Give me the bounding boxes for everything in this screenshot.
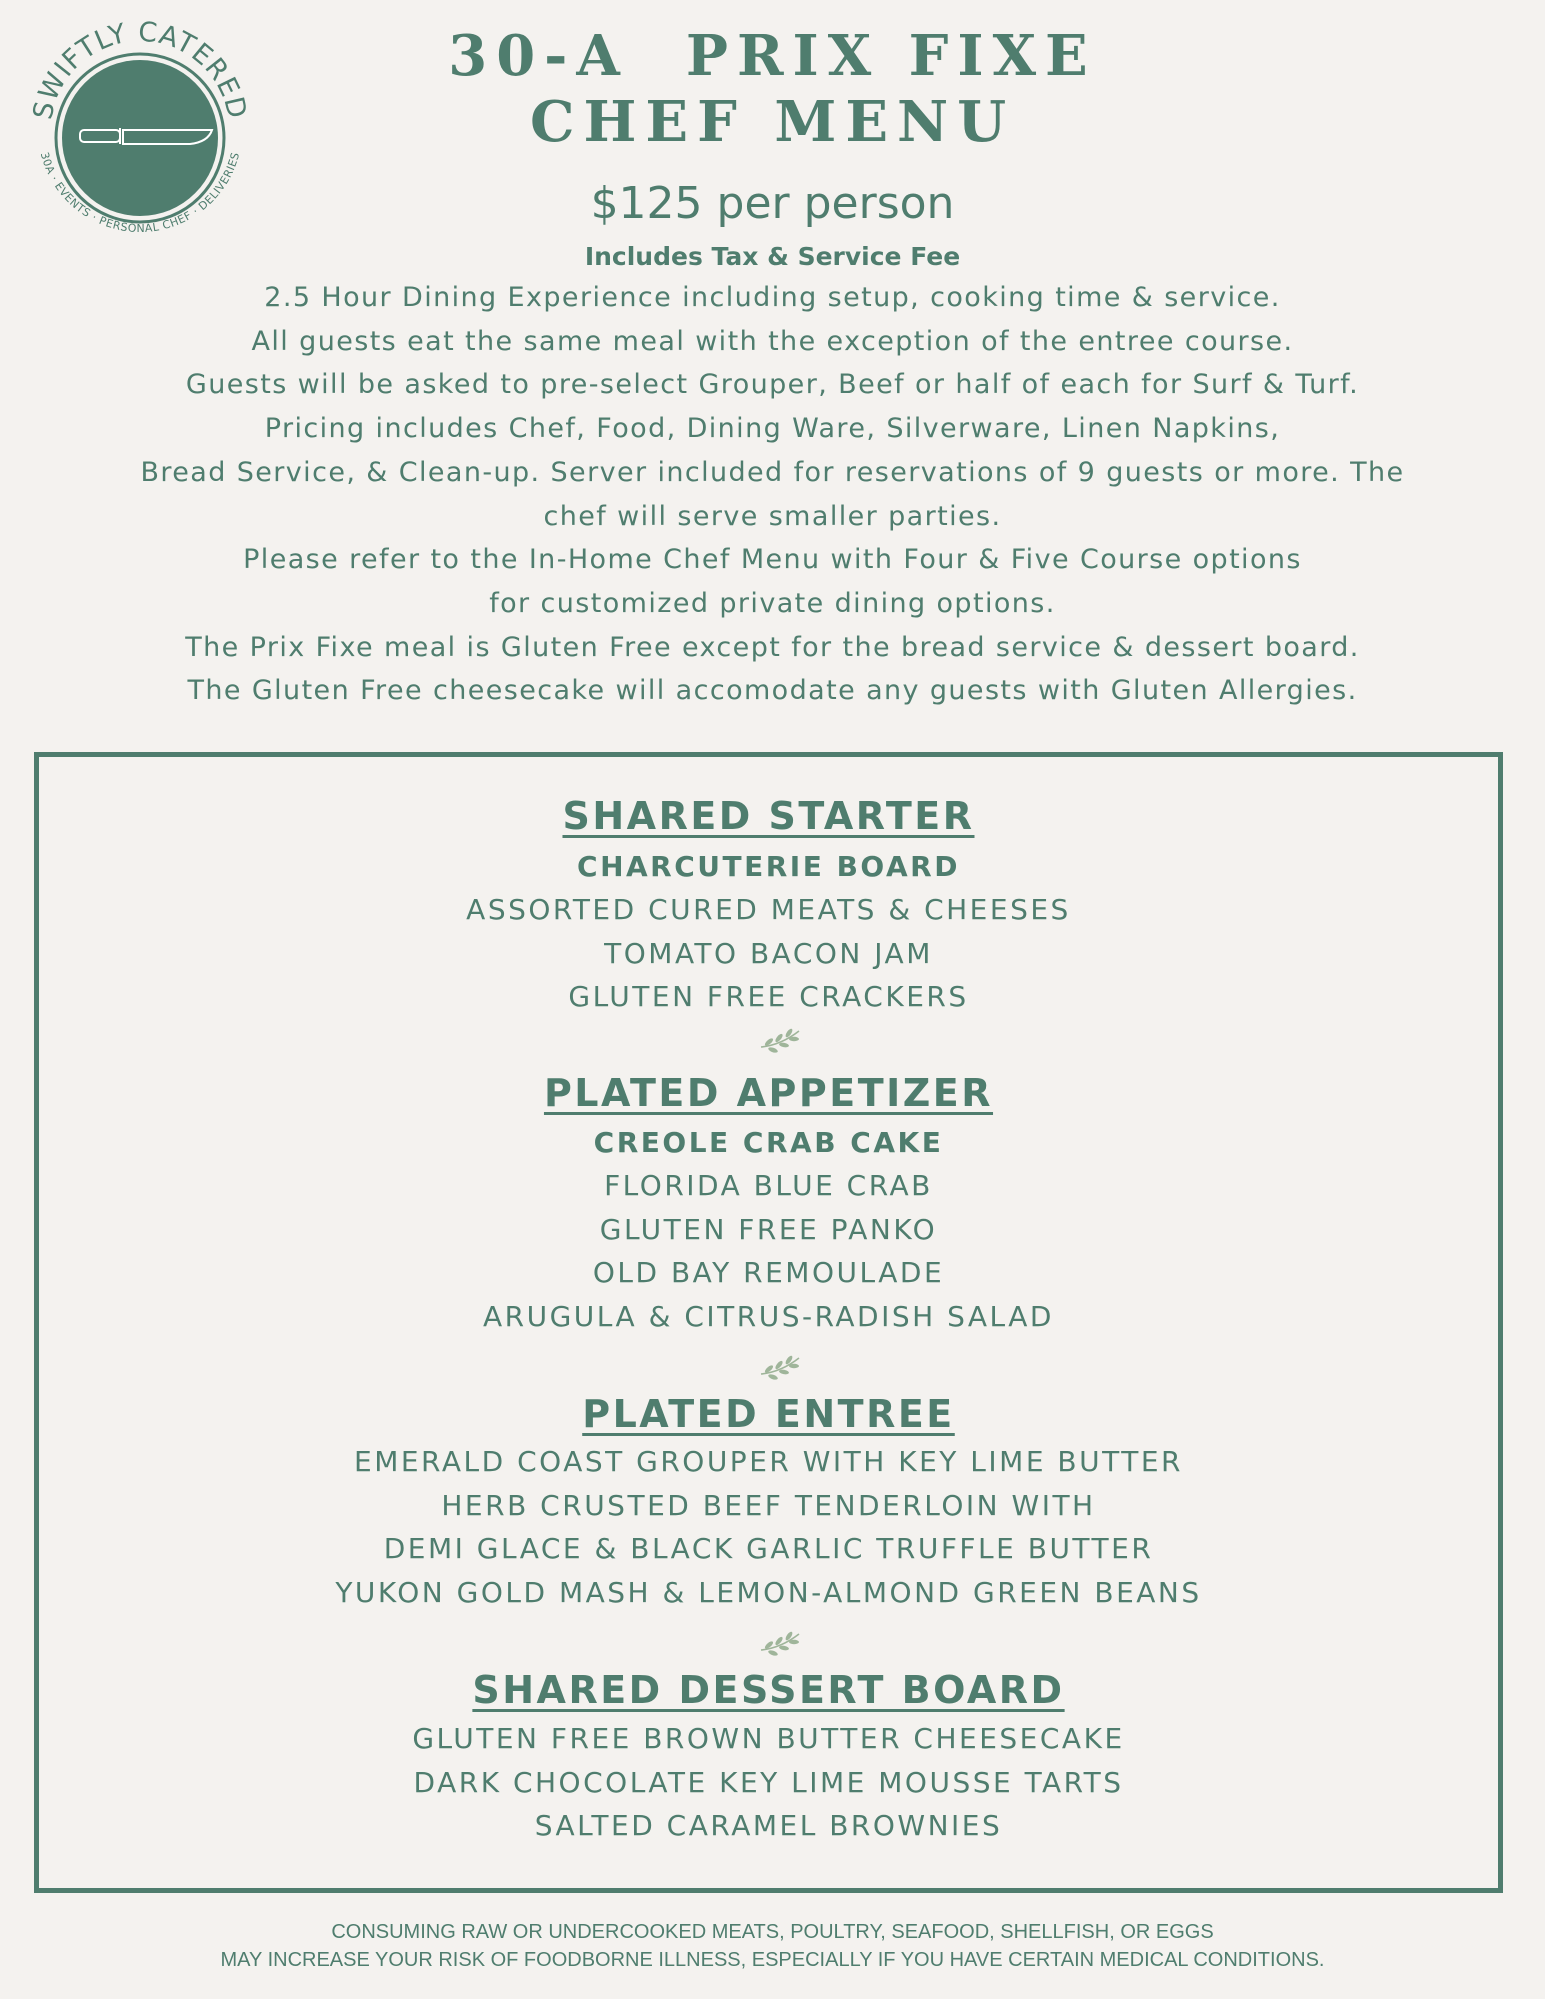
charcuterie-board-dish: CHARCUTERIE BOARD bbox=[577, 850, 960, 883]
creole-crab-cake-dish: CREOLE CRAB CAKE bbox=[593, 1126, 944, 1159]
intro-line: The Gluten Free cheesecake will accomodate any guests with Gluten Allergies. bbox=[187, 675, 1358, 707]
shared-dessert-items bbox=[39, 1717, 1498, 1848]
menu-item: HERB CRUSTED BEEF TENDERLOIN WITH bbox=[441, 1488, 1096, 1522]
olive-sprig-icon bbox=[757, 1352, 803, 1382]
price-per-person: $125 per person bbox=[590, 178, 955, 229]
menu-item: FLORIDA BLUE CRAB bbox=[604, 1169, 933, 1202]
menu-item: TOMATO BACON JAM bbox=[604, 936, 933, 970]
logo-tagline: 30A · EVENTS · PERSONAL CHEF · DELIVERIES bbox=[37, 150, 243, 236]
menu-box bbox=[34, 752, 1503, 1893]
menu-item: GLUTEN FREE PANKO bbox=[599, 1212, 938, 1246]
menu-title-line2: CHEF MENU bbox=[529, 89, 1016, 155]
intro-line: Guests will be asked to pre-select Grouper, Beef or half of each for Surf & Turf. bbox=[185, 369, 1360, 401]
plated-entree-items bbox=[39, 1440, 1498, 1615]
intro-line: for customized private dining options. bbox=[489, 587, 1056, 619]
shared-dessert-heading: SHARED DESSERT BOARD bbox=[472, 1668, 1065, 1712]
plated-appetizer-heading: PLATED APPETIZER bbox=[543, 1071, 994, 1115]
disclaimer-line: MAY INCREASE YOUR RISK OF FOODBORNE ILLNESS, ESPECIALLY IF YOU HAVE CERTAIN MEDICAL CONDITIONS. bbox=[220, 1949, 1325, 1971]
intro-line: chef will serve smaller parties. bbox=[543, 500, 1002, 532]
olive-sprig-icon bbox=[757, 1628, 803, 1658]
intro-text bbox=[0, 276, 1545, 713]
intro-line: Pricing includes Chef, Food, Dining Ware, Silverware, Linen Napkins, bbox=[264, 413, 1281, 445]
menu-item: GLUTEN FREE BROWN BUTTER CHEESECAKE bbox=[412, 1722, 1125, 1755]
menu-item: DARK CHOCOLATE KEY LIME MOUSSE TARTS bbox=[413, 1765, 1124, 1799]
menu-title-line1: 30-A PRIX FIXE bbox=[448, 23, 1097, 89]
menu-item: ASSORTED CURED MEATS & CHEESES bbox=[466, 893, 1071, 926]
intro-line: All guests eat the same meal with the exception of the entree course. bbox=[251, 325, 1294, 357]
shared-starter-items bbox=[39, 888, 1498, 1019]
plated-appetizer-items bbox=[39, 1164, 1498, 1339]
menu-item: OLD BAY REMOULADE bbox=[592, 1256, 945, 1290]
intro-line: 2.5 Hour Dining Experience including setup, cooking time & service. bbox=[264, 282, 1281, 313]
disclaimer-line: CONSUMING RAW OR UNDERCOOKED MEATS, POULTRY, SEAFOOD, SHELLFISH, OR EGGS bbox=[331, 1921, 1214, 1943]
food-safety-disclaimer bbox=[0, 1918, 1545, 1974]
intro-line: Bread Service, & Clean-up. Server included for reservations of 9 guests or more. The bbox=[140, 456, 1405, 488]
olive-sprig-icon bbox=[757, 1025, 803, 1055]
menu-item: SALTED CARAMEL BROWNIES bbox=[534, 1809, 1003, 1843]
tax-note: Includes Tax & Service Fee bbox=[584, 242, 961, 271]
intro-line: Please refer to the In-Home Chef Menu with Four & Five Course options bbox=[243, 544, 1302, 576]
shared-starter-heading: SHARED STARTER bbox=[562, 794, 975, 838]
menu-item: GLUTEN FREE CRACKERS bbox=[568, 980, 969, 1014]
menu-item: YUKON GOLD MASH & LEMON-ALMOND GREEN BEANS bbox=[335, 1576, 1202, 1610]
menu-item: ARUGULA & CITRUS-RADISH SALAD bbox=[483, 1300, 1054, 1334]
intro-line: The Prix Fixe meal is Gluten Free except for the bread service & dessert board. bbox=[185, 631, 1360, 663]
menu-item: EMERALD COAST GROUPER WITH KEY LIME BUTTER bbox=[354, 1445, 1183, 1478]
logo-brand: SWIFTLY CATERED bbox=[27, 16, 253, 123]
plated-entree-heading: PLATED ENTREE bbox=[582, 1392, 955, 1436]
menu-item: DEMI GLACE & BLACK GARLIC TRUFFLE BUTTER bbox=[383, 1532, 1154, 1566]
